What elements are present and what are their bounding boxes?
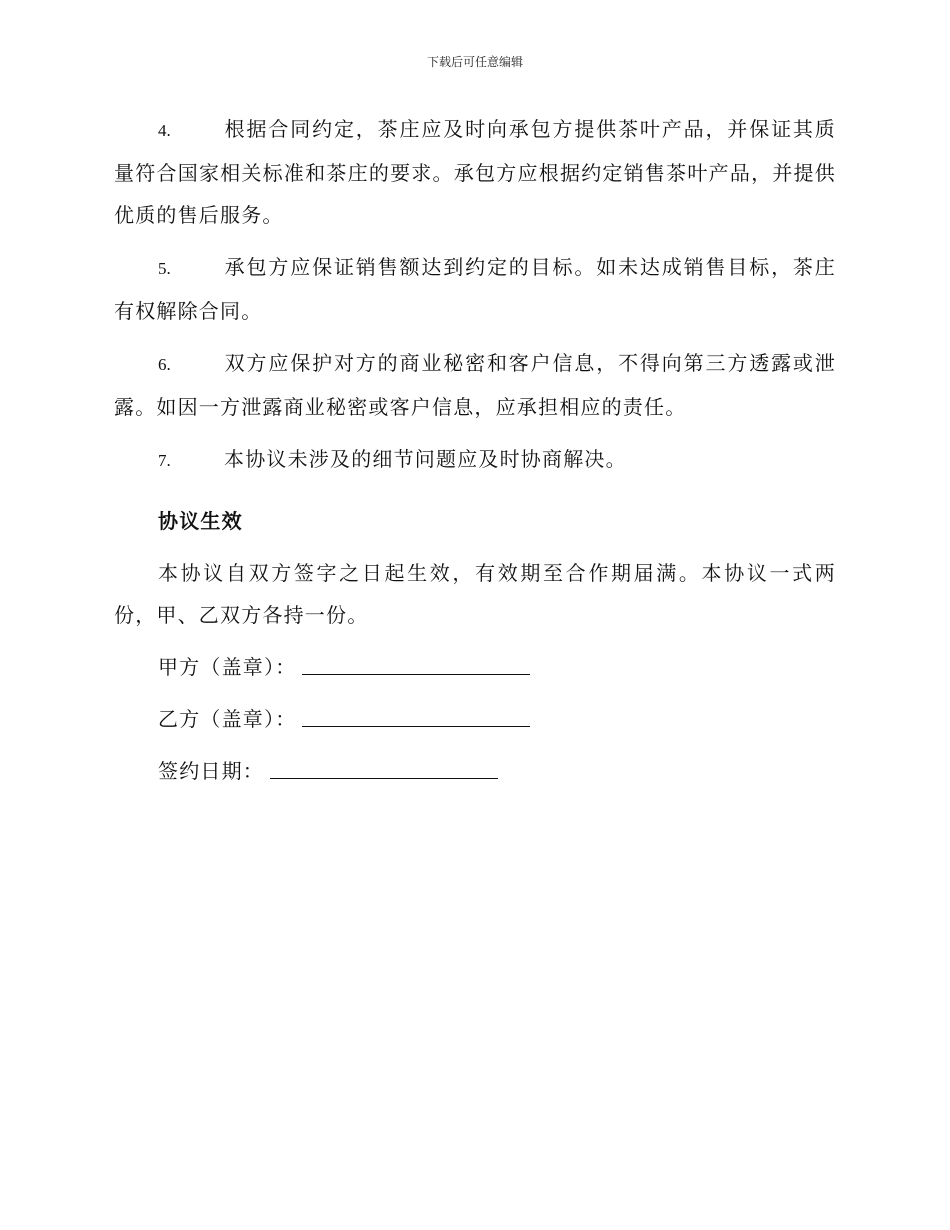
clause-6 <box>114 342 836 428</box>
party-b-signature-line <box>302 698 530 727</box>
clause-number: 6. <box>158 355 171 374</box>
clause-text: 双方应保护对方的商业秘密和客户信息，不得向第三方透露或泄露。如因一方泄露商业秘密或客户信息，应承担相应的责任。 <box>114 351 836 419</box>
clause-number: 4. <box>158 121 171 140</box>
clause-number: 7. <box>158 451 171 470</box>
clause-5 <box>114 246 836 332</box>
clause-7 <box>114 438 836 482</box>
section-title: 协议生效 <box>158 509 243 533</box>
party-a-signature-line <box>302 646 530 675</box>
clause-text: 本协议未涉及的细节问题应及时协商解决。 <box>224 447 627 471</box>
effective-paragraph: 本协议自双方签字之日起生效，有效期至合作期届满。本协议一式两份，甲、乙双方各持一份。 <box>114 561 836 627</box>
clause-4 <box>114 108 836 236</box>
sign-date-label: 签约日期： <box>158 759 264 783</box>
document-body <box>114 108 836 802</box>
party-a-signature <box>158 646 836 688</box>
clause-text: 根据合同约定，茶庄应及时向承包方提供茶叶产品，并保证其质量符合国家相关标准和茶庄的要求。承包方应根据约定销售茶叶产品，并提供优质的售后服务。 <box>114 117 836 227</box>
page-header: 下载后可任意编辑 <box>426 55 523 69</box>
party-b-label: 乙方（盖章）： <box>158 707 297 731</box>
party-a-label: 甲方（盖章）： <box>158 655 297 679</box>
sign-date <box>158 750 836 792</box>
clause-text: 承包方应保证销售额达到约定的目标。如未达成销售目标，茶庄有权解除合同。 <box>114 255 836 323</box>
clause-number: 5. <box>158 259 171 278</box>
sign-date-line <box>270 750 498 779</box>
party-b-signature <box>158 698 836 740</box>
